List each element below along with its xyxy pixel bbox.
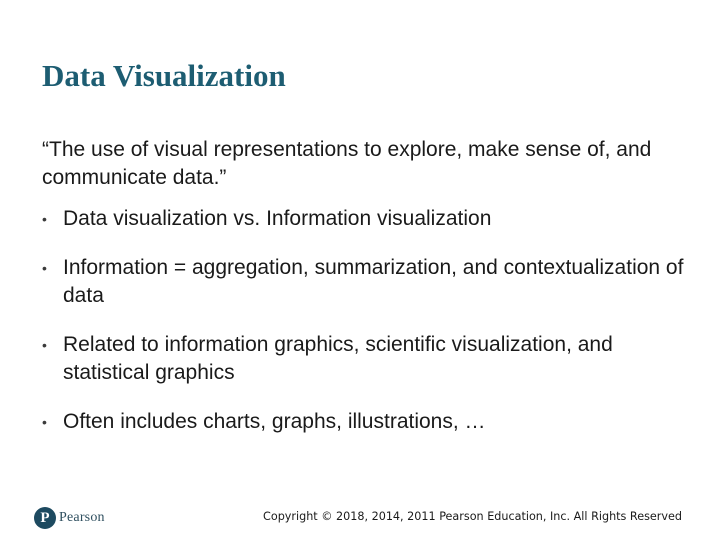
bullet-item xyxy=(42,408,692,436)
bullet-text: Related to information graphics, scientific visualization, and statistical graphics xyxy=(63,333,613,384)
bullet-point-icon: • xyxy=(42,260,47,276)
copyright-notice: Copyright © 2018, 2014, 2011 Pearson Education, Inc. All Rights Reserved xyxy=(263,510,682,523)
bullet-point-icon: • xyxy=(42,337,47,353)
bullet-list xyxy=(42,205,692,436)
pearson-wordmark: Pearson xyxy=(59,510,105,525)
bullet-text: Data visualization vs. Information visualization xyxy=(63,207,492,230)
bullet-item xyxy=(42,331,692,387)
bullet-point-icon: • xyxy=(42,414,47,430)
bullet-item xyxy=(42,205,692,233)
slide-title: Data Visualization xyxy=(42,58,286,93)
bullet-text: Often includes charts, graphs, illustrations, … xyxy=(63,410,486,433)
bullet-item xyxy=(42,254,692,310)
bullet-text: Information = aggregation, summarization, and contextualization of data xyxy=(63,256,684,307)
pearson-p-icon: P xyxy=(34,507,56,529)
definition-quote: “The use of visual representations to explore, make sense of, and communicate data.” xyxy=(42,138,652,189)
pearson-logo xyxy=(34,505,105,531)
bullet-point-icon: • xyxy=(42,211,47,227)
